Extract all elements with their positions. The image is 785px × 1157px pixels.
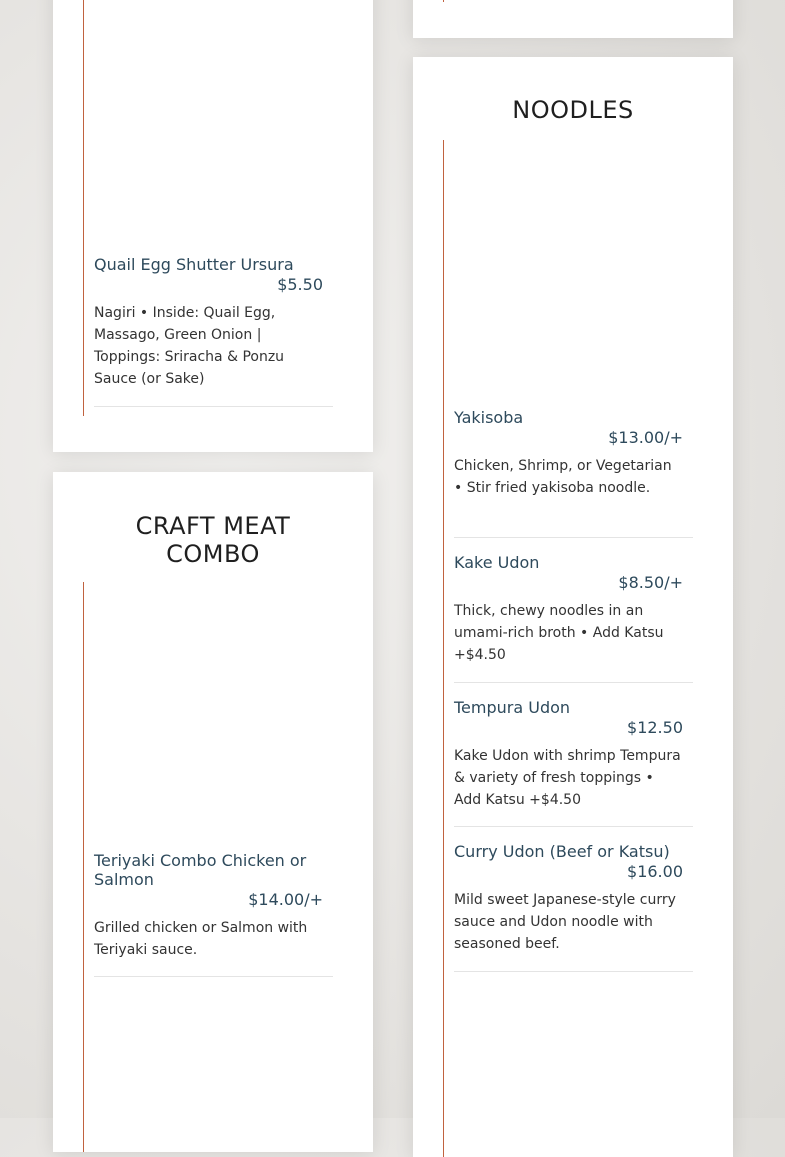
item-description: Nagiri • Inside: Quail Egg, Massago, Green Onion | Toppings: Sriracha & Ponzu Sauce (or Sake) — [94, 305, 285, 387]
accent-line — [443, 140, 444, 1157]
menu-card-top-right — [413, 0, 733, 38]
item-price: $8.50/+ — [618, 573, 683, 592]
section-title: NOODLES — [512, 96, 634, 124]
item-divider — [94, 406, 333, 407]
menu-item — [454, 408, 694, 499]
section-title — [53, 512, 373, 568]
item-description: Grilled chicken or Salmon with Teriyaki sauce. — [94, 920, 308, 958]
menu-card-craft-meat-combo — [53, 472, 373, 1152]
accent-line — [83, 582, 84, 1152]
item-divider — [94, 976, 333, 977]
item-price: $13.00/+ — [608, 428, 683, 447]
item-name: Kake Udon — [454, 553, 540, 572]
item-name: Teriyaki Combo Chicken or Salmon — [94, 851, 307, 889]
item-description: Kake Udon with shrimp Tempura & variety of fresh toppings • Add Katsu +$4.50 — [454, 748, 681, 808]
item-price: $16.00 — [627, 862, 683, 881]
item-price: $12.50 — [627, 718, 683, 737]
item-name: Tempura Udon — [454, 698, 571, 717]
menu-item — [454, 842, 694, 955]
menu-card-top-left — [53, 0, 373, 452]
item-description: Thick, chewy noodles in an umami-rich broth • Add Katsu +$4.50 — [454, 603, 664, 663]
menu-item — [454, 698, 694, 811]
item-name: Yakisoba — [454, 408, 524, 427]
menu-item — [454, 553, 694, 666]
item-divider — [454, 537, 693, 538]
item-name: Quail Egg Shutter Ursura — [94, 255, 294, 274]
menu-item — [94, 851, 334, 961]
item-divider — [454, 971, 693, 972]
item-price: $14.00/+ — [248, 890, 323, 909]
accent-line — [83, 0, 84, 416]
accent-line — [443, 0, 444, 2]
item-name: Curry Udon (Beef or Katsu) — [454, 842, 670, 861]
item-description: Mild sweet Japanese-style curry sauce and Udon noodle with seasoned beef. — [454, 892, 676, 952]
item-divider — [454, 682, 693, 683]
section-title-line: COMBO — [166, 540, 260, 568]
item-description: Chicken, Shrimp, or Vegetarian • Stir fried yakisoba noodle. — [454, 458, 672, 496]
item-divider — [454, 826, 693, 827]
menu-item — [94, 255, 334, 390]
menu-card-noodles — [413, 57, 733, 1157]
section-title-line: CRAFT MEAT — [135, 512, 291, 540]
item-price: $5.50 — [277, 275, 323, 294]
